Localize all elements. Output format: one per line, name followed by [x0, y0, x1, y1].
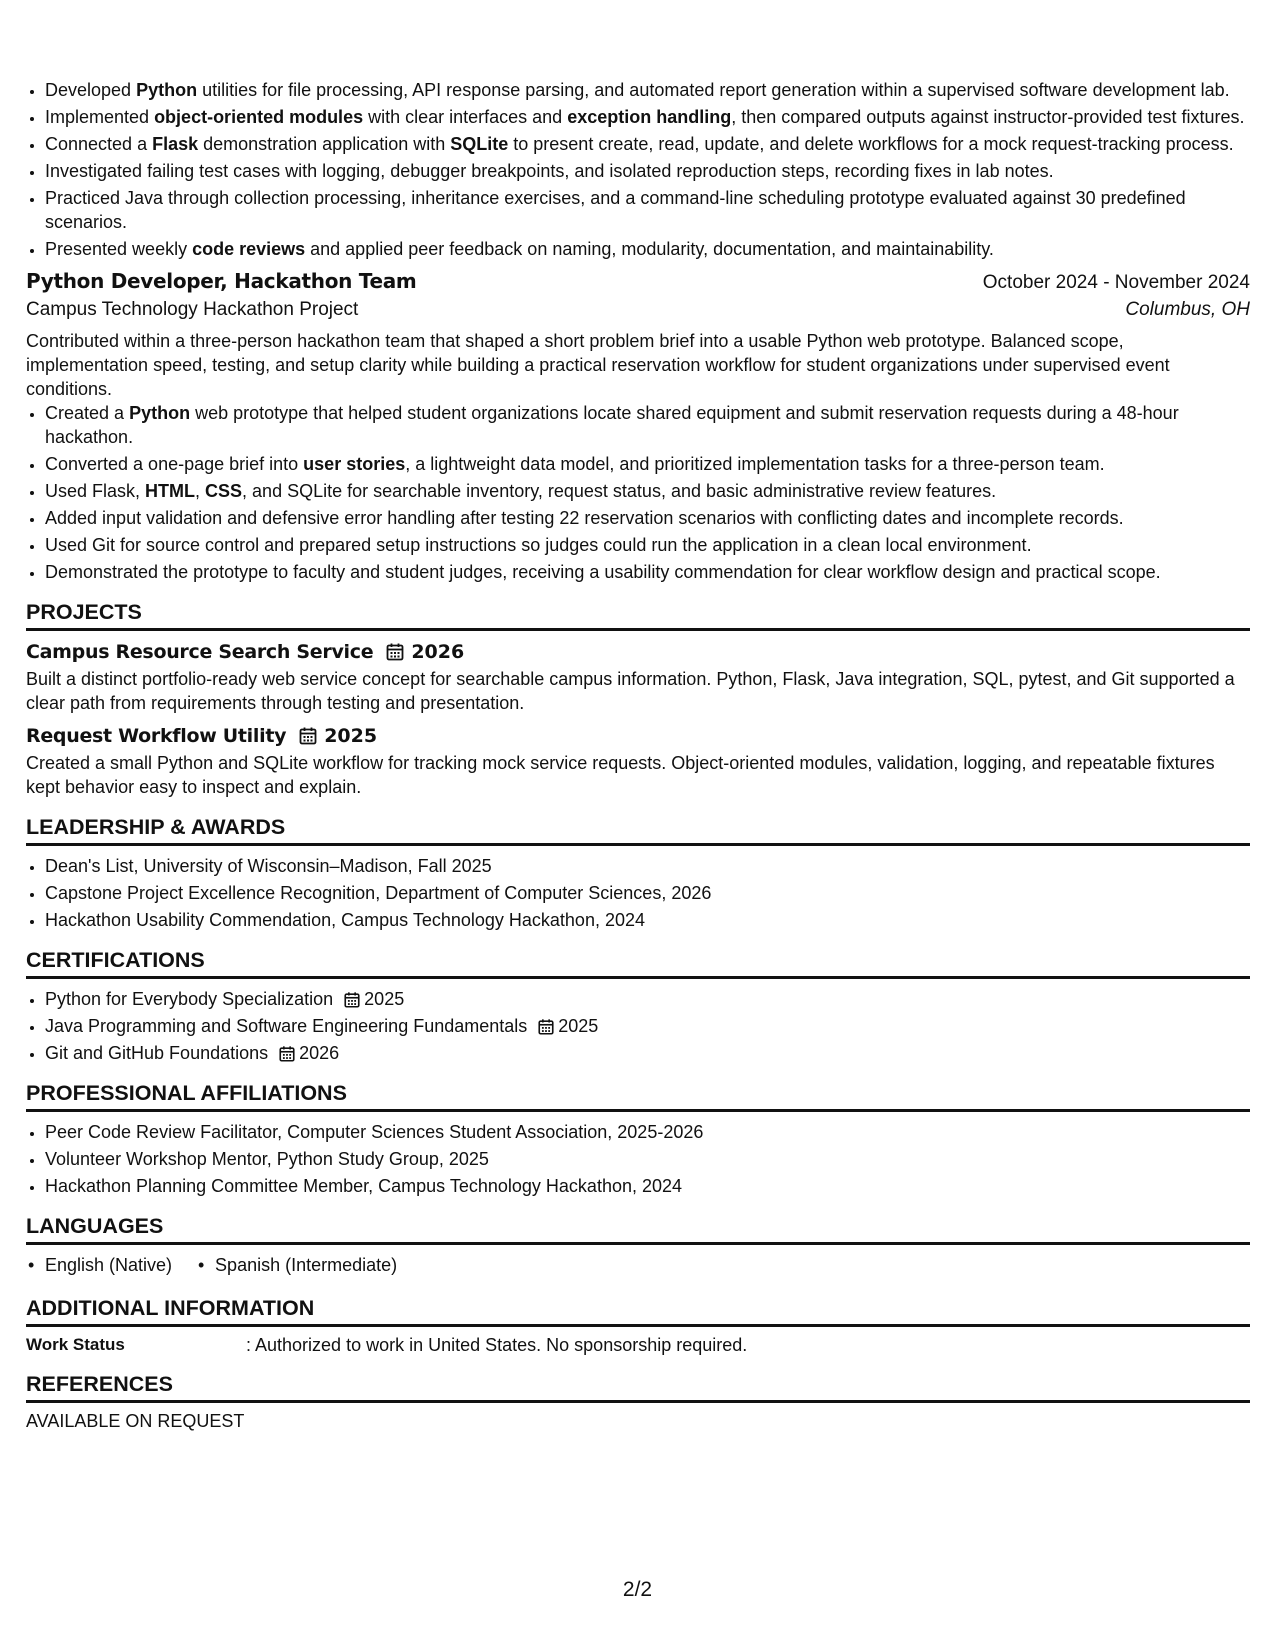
- project-header: [26, 641, 1250, 663]
- bullet-item: [45, 237, 1250, 261]
- text-run: Investigated failing test cases with logging, debugger breakpoints, and isolated reproduction steps, recording fixes in lab notes.: [45, 161, 1054, 181]
- text-run: ,: [195, 481, 206, 501]
- text-run: , and SQLite for searchable inventory, request status, and basic administrative review features.: [242, 481, 997, 501]
- section-title-leadership: LEADERSHIP & AWARDS: [26, 815, 1250, 846]
- certification-item: [45, 1041, 1250, 1065]
- certifications-list: [26, 987, 1250, 1065]
- work-status-label: Work Status: [26, 1335, 125, 1354]
- bold-text: HTML: [145, 481, 196, 501]
- section-title-certifications: CERTIFICATIONS: [26, 948, 1250, 979]
- bullet-item: [45, 560, 1250, 584]
- job-subheader: [26, 299, 1250, 321]
- bold-text: code reviews: [192, 239, 306, 259]
- bullet-item: [45, 401, 1250, 449]
- affiliation-item: • Volunteer Workshop Mentor, Python Study Group, 2025: [45, 1147, 1250, 1171]
- certification-name: Python for Everybody Specialization: [45, 989, 334, 1009]
- certification-name: Java Programming and Software Engineering Fundamentals: [45, 1016, 528, 1036]
- project-title: Request Workflow Utility: [26, 725, 287, 747]
- certification-year: 2026: [299, 1043, 340, 1063]
- text-run: Practiced Java through collection processing, inheritance exercises, and a command-line scheduling prototype evaluated against 30 predefined scenarios.: [45, 188, 1186, 232]
- bullet-item: [45, 186, 1250, 234]
- text-run: Demonstrated the prototype to faculty and student judges, receiving a usability commendation for clear workflow design and practical scope.: [45, 562, 1161, 582]
- text-run: , a lightweight data model, and prioritized implementation tasks for a three-person team.: [405, 454, 1105, 474]
- certification-name: Git and GitHub Foundations: [45, 1043, 269, 1063]
- bold-text: Python: [136, 80, 198, 100]
- job-dates: October 2024 - November 2024: [982, 272, 1250, 293]
- text-run: Implemented: [45, 107, 155, 127]
- page-number: 2/2: [622, 1578, 653, 1601]
- bold-text: object-oriented modules: [154, 107, 364, 127]
- text-run: Converted a one-page brief into: [45, 454, 304, 474]
- experience-bullets: [26, 78, 1250, 261]
- work-status-value: : Authorized to work in United States. No sponsorship required.: [246, 1335, 748, 1355]
- affiliations-list: [26, 1120, 1250, 1198]
- award-item: • Capstone Project Excellence Recognition, Department of Computer Sciences, 2026: [45, 881, 1250, 905]
- text-run: Created a: [45, 403, 130, 423]
- text-run: web prototype that helped student organizations locate shared equipment and submit reservation requests during a 48-hour hackathon.: [45, 403, 1179, 447]
- text-run: demonstration application with: [198, 134, 451, 154]
- project-header: [26, 725, 1250, 747]
- section-title-languages: LANGUAGES: [26, 1214, 1250, 1245]
- bullet-item: [45, 159, 1250, 183]
- section-title-projects: PROJECTS: [26, 600, 1250, 631]
- calendar-icon: [537, 1018, 555, 1036]
- project-title: Campus Resource Search Service: [26, 641, 374, 663]
- awards-list: [26, 854, 1250, 932]
- resume-page: [26, 78, 1250, 1432]
- bullet-item: [45, 533, 1250, 557]
- bullet-item: [45, 479, 1250, 503]
- calendar-icon: [385, 642, 405, 662]
- language-item: • English (Native): [26, 1253, 172, 1277]
- language-item: • Spanish (Intermediate): [196, 1253, 397, 1277]
- certification-item: [45, 987, 1250, 1011]
- text-run: Connected a: [45, 134, 153, 154]
- certification-year: 2025: [364, 989, 405, 1009]
- job-title: Python Developer, Hackathon Team: [26, 269, 417, 293]
- bullet-item: [45, 132, 1250, 156]
- text-run: utilities for file processing, API response parsing, and automated report generation within a supervised software development lab.: [197, 80, 1230, 100]
- section-title-references: REFERENCES: [26, 1372, 1250, 1403]
- certification-item: [45, 1014, 1250, 1038]
- project-description: Created a small Python and SQLite workflow for tracking mock service requests. Object-oriented modules, validation, logging, and repeatable fixtures kept behavior easy to inspect and explain.: [26, 753, 1215, 797]
- text-run: Used Flask,: [45, 481, 146, 501]
- references-text: AVAILABLE ON REQUEST: [26, 1411, 245, 1431]
- bold-text: Python: [129, 403, 191, 423]
- bold-text: SQLite: [450, 134, 509, 154]
- bold-text: user stories: [303, 454, 406, 474]
- bullet-item: [45, 452, 1250, 476]
- text-run: Added input validation and defensive error handling after testing 22 reservation scenarios with conflicting dates and incomplete records.: [45, 508, 1124, 528]
- text-run: and applied peer feedback on naming, modularity, documentation, and maintainability.: [305, 239, 994, 259]
- calendar-icon: [298, 726, 318, 746]
- affiliation-item: • Hackathon Planning Committee Member, Campus Technology Hackathon, 2024: [45, 1174, 1250, 1198]
- languages-list: [26, 1253, 1250, 1280]
- text-run: to present create, read, update, and delete workflows for a mock request-tracking process.: [508, 134, 1234, 154]
- section-title-additional: ADDITIONAL INFORMATION: [26, 1296, 1250, 1327]
- award-item: • Hackathon Usability Commendation, Campus Technology Hackathon, 2024: [45, 908, 1250, 932]
- bullet-item: [45, 105, 1250, 129]
- bullet-item: [45, 78, 1250, 102]
- award-item: • Dean's List, University of Wisconsin–Madison, Fall 2025: [45, 854, 1250, 878]
- job-bullets: [26, 401, 1250, 584]
- calendar-icon: [278, 1045, 296, 1063]
- text-run: Presented weekly: [45, 239, 193, 259]
- text-run: Developed: [45, 80, 137, 100]
- text-run: with clear interfaces and: [363, 107, 568, 127]
- text-run: Used Git for source control and prepared setup instructions so judges could run the application in a clean local environment.: [45, 535, 1032, 555]
- job-location: Columbus, OH: [1125, 299, 1250, 320]
- work-status-row: [26, 1335, 1250, 1356]
- projects-list: [26, 641, 1250, 799]
- project-year: 2026: [411, 641, 465, 663]
- calendar-icon: [343, 991, 361, 1009]
- job-header: [26, 269, 1250, 294]
- affiliation-item: • Peer Code Review Facilitator, Computer Sciences Student Association, 2025-2026: [45, 1120, 1250, 1144]
- bullet-item: [45, 506, 1250, 530]
- project-description: Built a distinct portfolio-ready web service concept for searchable campus information. Python, Flask, Java integration, SQL, pytest, and Git supported a clear path from requirements through testing and presentation.: [26, 669, 1235, 713]
- job-summary: Contributed within a three-person hackathon team that shaped a short problem brief into a usable Python web prototype. Balanced scope, implementation speed, testing, and setup clarity while building a practical reservation workflow for student organizations under supervised event conditions.: [26, 331, 1170, 399]
- bold-text: exception handling: [567, 107, 732, 127]
- section-title-affiliations: PROFESSIONAL AFFILIATIONS: [26, 1081, 1250, 1112]
- job-organization: Campus Technology Hackathon Project: [26, 299, 359, 320]
- text-run: , then compared outputs against instructor-provided test fixtures.: [731, 107, 1245, 127]
- project-year: 2025: [324, 725, 378, 747]
- bold-text: CSS: [205, 481, 243, 501]
- certification-year: 2025: [558, 1016, 599, 1036]
- bold-text: Flask: [152, 134, 199, 154]
